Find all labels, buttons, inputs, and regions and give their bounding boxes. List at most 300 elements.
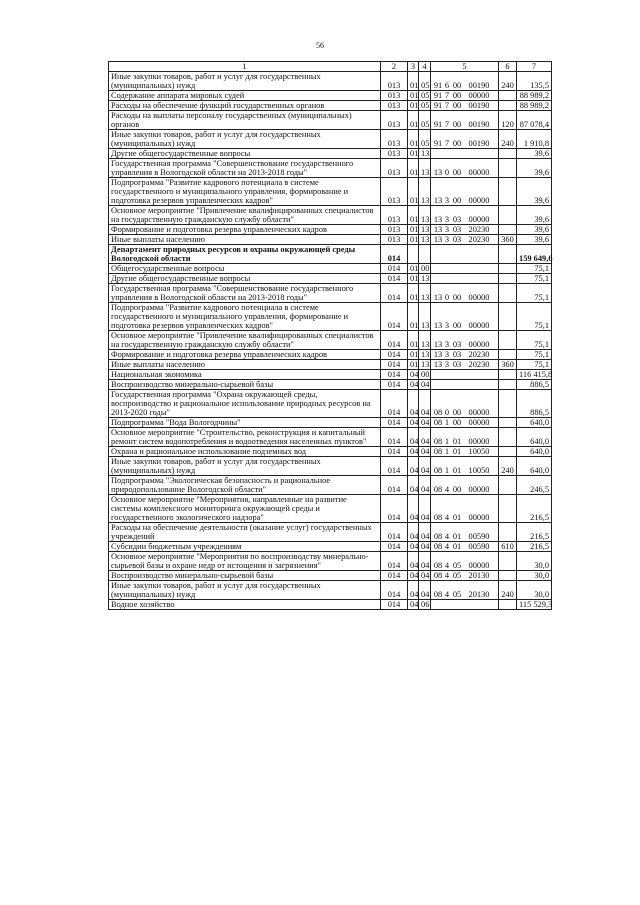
amount-cell: 246,5 (517, 476, 552, 495)
target-article-part: 10050 (468, 466, 490, 475)
code-section-cell: 01 (408, 72, 419, 91)
table-row (109, 571, 552, 581)
target-article-cell (431, 600, 499, 610)
target-article-part: 6 (444, 81, 450, 90)
target-article-cell (431, 130, 499, 149)
code-section-cell: 04 (408, 428, 419, 447)
expense-type-cell (499, 380, 517, 390)
code-section-cell: 01 (408, 274, 419, 284)
row-name-cell: Общегосударственные вопросы (109, 264, 381, 274)
amount-cell: 39,6 (517, 206, 552, 225)
row-name-cell: Основное мероприятие "Мероприятия по воспроизводству минерально-сырьевой базы и охране недр от истощения и загрязнения" (109, 552, 381, 571)
code-subsection-cell: 13 (419, 284, 431, 303)
target-article-part: 00000 (468, 168, 490, 177)
table-row (109, 159, 552, 178)
target-article-cell (431, 542, 499, 552)
target-article-part: 13 (433, 225, 443, 234)
target-article-part: 3 (444, 235, 450, 244)
row-name-cell: Расходы на обеспечение функций государственных органов (109, 101, 381, 111)
target-article-cell (431, 581, 499, 600)
target-article-part: 3 (444, 215, 450, 224)
row-name-cell: Субсидии бюджетным учреждениям (109, 542, 381, 552)
expense-type-cell: 120 (499, 111, 517, 130)
target-article-part: 00 (452, 91, 462, 100)
code-grbs-cell: 014 (381, 360, 408, 370)
table-row (109, 274, 552, 284)
row-name-cell: Формирование и подготовка резерва управленческих кадров (109, 350, 381, 360)
code-subsection-cell: 04 (419, 457, 431, 476)
expense-type-cell (499, 600, 517, 610)
row-name-cell: Водное хозяйство (109, 600, 381, 610)
target-article-part: 20230 (468, 360, 490, 369)
target-article-part: 08 (433, 447, 443, 456)
code-grbs-cell: 014 (381, 428, 408, 447)
target-article-part: 4 (444, 571, 450, 580)
table-row (109, 495, 552, 523)
code-grbs-cell: 013 (381, 178, 408, 206)
table-row (109, 418, 552, 428)
column-header: 2 (381, 62, 408, 72)
code-grbs-cell: 013 (381, 72, 408, 91)
target-article-part: 7 (444, 101, 450, 110)
target-article-part: 00590 (468, 542, 490, 551)
code-subsection-cell: 00 (419, 370, 431, 380)
page-number: 56 (316, 41, 324, 50)
code-grbs-cell: 013 (381, 206, 408, 225)
column-header: 4 (419, 62, 431, 72)
target-article-part: 20130 (468, 571, 490, 580)
target-article-part: 00000 (468, 293, 490, 302)
amount-cell: 75,1 (517, 350, 552, 360)
code-section-cell: 04 (408, 581, 419, 600)
code-grbs-cell: 014 (381, 571, 408, 581)
table-row (109, 111, 552, 130)
target-article-part: 00 (452, 485, 462, 494)
code-subsection-cell: 04 (419, 428, 431, 447)
code-grbs-cell: 013 (381, 149, 408, 159)
amount-cell: 30,0 (517, 552, 552, 571)
target-article-part: 08 (433, 418, 443, 427)
table-row (109, 206, 552, 225)
target-article-part: 00 (452, 321, 462, 330)
code-grbs-cell: 014 (381, 476, 408, 495)
row-name-cell: Государственная программа "Совершенствование государственного управления в Вологодской области на 2013-2018 годы" (109, 284, 381, 303)
column-header: 3 (408, 62, 419, 72)
target-article-cell (431, 235, 499, 245)
row-name-cell: Воспроизводство минерально-сырьевой базы (109, 571, 381, 581)
code-section-cell: 01 (408, 159, 419, 178)
expense-type-cell: 360 (499, 235, 517, 245)
code-subsection-cell: 04 (419, 542, 431, 552)
expense-type-cell (499, 428, 517, 447)
code-grbs-cell: 014 (381, 457, 408, 476)
code-subsection-cell: 13 (419, 274, 431, 284)
expense-type-cell (499, 274, 517, 284)
code-section-cell: 04 (408, 418, 419, 428)
amount-cell: 39,6 (517, 149, 552, 159)
table-row (109, 523, 552, 542)
code-grbs-cell: 014 (381, 264, 408, 274)
target-article-part: 01 (452, 532, 462, 541)
expense-type-cell (499, 91, 517, 101)
target-article-part: 00 (452, 168, 462, 177)
target-article-part: 13 (433, 350, 443, 359)
target-article-part: 08 (433, 466, 443, 475)
code-grbs-cell: 014 (381, 390, 408, 418)
code-subsection-cell: 04 (419, 380, 431, 390)
column-header: 5 (431, 62, 499, 72)
amount-cell: 886,5 (517, 390, 552, 418)
table-row (109, 91, 552, 101)
code-subsection-cell: 04 (419, 523, 431, 542)
code-section-cell: 01 (408, 225, 419, 235)
code-section-cell: 01 (408, 264, 419, 274)
target-article-cell (431, 495, 499, 523)
target-article-part: 13 (433, 235, 443, 244)
target-article-part: 00190 (468, 120, 490, 129)
target-article-part: 00190 (468, 81, 490, 90)
code-subsection-cell: 13 (419, 159, 431, 178)
target-article-cell (431, 552, 499, 571)
amount-cell: 75,1 (517, 284, 552, 303)
target-article-part: 13 (433, 293, 443, 302)
code-grbs-cell: 014 (381, 447, 408, 457)
target-article-part: 13 (433, 340, 443, 349)
expense-type-cell (499, 178, 517, 206)
table-row (109, 284, 552, 303)
target-article-part: 00190 (468, 101, 490, 110)
code-subsection-cell: 13 (419, 360, 431, 370)
target-article-part: 1 (444, 466, 450, 475)
expense-type-cell (499, 476, 517, 495)
expense-type-cell (499, 206, 517, 225)
target-article-cell (431, 447, 499, 457)
amount-cell: 75,1 (517, 274, 552, 284)
code-grbs-cell: 014 (381, 418, 408, 428)
target-article-part: 08 (433, 571, 443, 580)
code-subsection-cell: 13 (419, 331, 431, 350)
expense-type-cell: 240 (499, 457, 517, 476)
target-article-part: 7 (444, 91, 450, 100)
target-article-part: 00 (452, 120, 462, 129)
amount-cell: 640,0 (517, 418, 552, 428)
code-subsection-cell: 13 (419, 235, 431, 245)
row-name-cell: Основное мероприятие "Привлечение квалифицированных специалистов на государственную гражданскую службу области" (109, 331, 381, 350)
amount-cell: 886,5 (517, 380, 552, 390)
target-article-cell (431, 418, 499, 428)
target-article-part: 7 (444, 120, 450, 129)
target-article-cell (431, 303, 499, 331)
target-article-part: 01 (452, 447, 462, 456)
target-article-cell (431, 390, 499, 418)
code-section-cell: 01 (408, 101, 419, 111)
target-article-part: 7 (444, 139, 450, 148)
target-article-part: 01 (452, 513, 462, 522)
target-article-part: 03 (452, 350, 462, 359)
target-article-part: 00190 (468, 139, 490, 148)
code-section-cell: 01 (408, 235, 419, 245)
amount-cell: 640,0 (517, 428, 552, 447)
code-section-cell: 01 (408, 350, 419, 360)
target-article-part: 01 (452, 466, 462, 475)
row-name-cell: Иные закупки товаров, работ и услуг для государственных (муниципальных) нужд (109, 72, 381, 91)
target-article-part: 00 (452, 408, 462, 417)
table-row (109, 225, 552, 235)
target-article-part: 05 (452, 561, 462, 570)
target-article-part: 20230 (468, 235, 490, 244)
expense-type-cell (499, 245, 517, 264)
target-article-part: 3 (444, 360, 450, 369)
expense-type-cell (499, 225, 517, 235)
target-article-cell (431, 206, 499, 225)
amount-cell: 115 529,3 (517, 600, 552, 610)
code-section-cell: 01 (408, 178, 419, 206)
target-article-cell (431, 245, 499, 264)
code-grbs-cell: 014 (381, 370, 408, 380)
row-name-cell: Расходы на обеспечение деятельности (оказание услуг) государственных учреждений (109, 523, 381, 542)
code-grbs-cell: 013 (381, 235, 408, 245)
code-subsection-cell: 13 (419, 350, 431, 360)
code-subsection-cell: 06 (419, 600, 431, 610)
row-name-cell: Иные выплаты населению (109, 235, 381, 245)
row-name-cell: Подпрограмма "Развитие кадрового потенциала в системе государственного и муниципального управления, формирование и подготовка резервов управленческих кадров" (109, 178, 381, 206)
row-name-cell: Основное мероприятие "Мероприятия, направленные на развитие системы комплексного мониторинга окружающей среды и государственного экологического надзора" (109, 495, 381, 523)
column-header: 7 (517, 62, 552, 72)
table-row (109, 72, 552, 91)
table-row (109, 447, 552, 457)
target-article-part: 08 (433, 590, 443, 599)
amount-cell: 87 078,4 (517, 111, 552, 130)
row-name-cell: Иные закупки товаров, работ и услуг для государственных (муниципальных) нужд (109, 457, 381, 476)
code-subsection-cell: 05 (419, 101, 431, 111)
target-article-part: 08 (433, 513, 443, 522)
code-section-cell (408, 245, 419, 264)
table-row (109, 476, 552, 495)
code-subsection-cell: 05 (419, 91, 431, 101)
amount-cell: 39,6 (517, 159, 552, 178)
table-row (109, 101, 552, 111)
row-name-cell: Подпрограмма "Экологическая безопасность и рациональное природопользование Вологодской области" (109, 476, 381, 495)
expense-type-cell (499, 447, 517, 457)
target-article-part: 4 (444, 542, 450, 551)
code-section-cell: 04 (408, 370, 419, 380)
code-grbs-cell: 014 (381, 523, 408, 542)
expense-type-cell: 240 (499, 581, 517, 600)
target-article-cell (431, 523, 499, 542)
table-row (109, 428, 552, 447)
target-article-cell (431, 264, 499, 274)
target-article-part: 4 (444, 532, 450, 541)
target-article-part: 00000 (468, 91, 490, 100)
target-article-cell (431, 225, 499, 235)
expense-type-cell (499, 284, 517, 303)
target-article-part: 3 (444, 340, 450, 349)
amount-cell: 640,0 (517, 457, 552, 476)
table-row (109, 331, 552, 350)
expense-type-cell (499, 370, 517, 380)
table-row (109, 178, 552, 206)
amount-cell: 88 989,2 (517, 101, 552, 111)
target-article-part: 01 (452, 437, 462, 446)
row-name-cell: Иные выплаты населению (109, 360, 381, 370)
expense-type-cell (499, 264, 517, 274)
code-grbs-cell: 014 (381, 542, 408, 552)
code-section-cell: 01 (408, 206, 419, 225)
code-section-cell: 01 (408, 331, 419, 350)
code-subsection-cell: 05 (419, 111, 431, 130)
code-subsection-cell: 13 (419, 206, 431, 225)
target-article-part: 1 (444, 418, 450, 427)
target-article-cell (431, 360, 499, 370)
target-article-part: 00 (452, 81, 462, 90)
target-article-part: 13 (433, 168, 443, 177)
row-name-cell: Иные закупки товаров, работ и услуг для государственных (муниципальных) нужд (109, 130, 381, 149)
code-subsection-cell: 04 (419, 476, 431, 495)
code-subsection-cell: 13 (419, 225, 431, 235)
target-article-part: 00 (452, 101, 462, 110)
row-name-cell: Подпрограмма "Вода Вологодчины" (109, 418, 381, 428)
table-row (109, 457, 552, 476)
code-section-cell: 04 (408, 542, 419, 552)
target-article-cell (431, 571, 499, 581)
code-section-cell: 04 (408, 552, 419, 571)
target-article-part: 13 (433, 196, 443, 205)
amount-cell: 39,6 (517, 225, 552, 235)
code-grbs-cell: 013 (381, 111, 408, 130)
target-article-part: 4 (444, 561, 450, 570)
target-article-part: 91 (433, 81, 443, 90)
target-article-part: 3 (444, 321, 450, 330)
row-name-cell: Государственная программа "Совершенствование государственного управления в Вологодской области на 2013-2018 годы" (109, 159, 381, 178)
expense-type-cell (499, 159, 517, 178)
row-name-cell: Подпрограмма "Развитие кадрового потенциала в системе государственного и муниципального управления, формирование и подготовка резервов управленческих кадров" (109, 303, 381, 331)
target-article-part: 05 (452, 571, 462, 580)
row-name-cell: Другие общегосударственные вопросы (109, 149, 381, 159)
code-section-cell: 01 (408, 111, 419, 130)
table-row (109, 149, 552, 159)
table-row (109, 581, 552, 600)
code-grbs-cell: 014 (381, 495, 408, 523)
amount-cell: 640,0 (517, 447, 552, 457)
expense-type-cell (499, 552, 517, 571)
code-grbs-cell: 014 (381, 552, 408, 571)
code-subsection-cell (419, 245, 431, 264)
code-section-cell: 04 (408, 447, 419, 457)
target-article-part: 91 (433, 120, 443, 129)
code-section-cell: 04 (408, 495, 419, 523)
code-grbs-cell: 013 (381, 225, 408, 235)
row-name-cell: Основное мероприятие "Строительство, реконструкция и капитальный ремонт систем водопотребления и водоотведения населенных пунктов" (109, 428, 381, 447)
target-article-part: 03 (452, 215, 462, 224)
target-article-part: 0 (444, 408, 450, 417)
code-section-cell: 01 (408, 91, 419, 101)
expense-type-cell: 240 (499, 72, 517, 91)
target-article-part: 13 (433, 321, 443, 330)
amount-cell: 116 415,8 (517, 370, 552, 380)
table-row (109, 245, 552, 264)
table-row (109, 370, 552, 380)
table-body (109, 72, 552, 610)
code-subsection-cell: 04 (419, 571, 431, 581)
table-row (109, 303, 552, 331)
row-name-cell: Национальная экономика (109, 370, 381, 380)
expense-type-cell (499, 331, 517, 350)
table-row (109, 360, 552, 370)
amount-cell: 30,0 (517, 571, 552, 581)
amount-cell: 75,1 (517, 360, 552, 370)
target-article-cell (431, 159, 499, 178)
table-header-row (109, 62, 552, 72)
target-article-part: 00000 (468, 215, 490, 224)
table-row (109, 552, 552, 571)
amount-cell: 1 910,8 (517, 130, 552, 149)
code-section-cell: 04 (408, 571, 419, 581)
row-name-cell: Другие общегосударственные вопросы (109, 274, 381, 284)
target-article-part: 00590 (468, 532, 490, 541)
expense-type-cell (499, 149, 517, 159)
expense-type-cell (499, 495, 517, 523)
target-article-part: 20130 (468, 590, 490, 599)
code-subsection-cell: 04 (419, 581, 431, 600)
row-name-cell: Формирование и подготовка резерва управленческих кадров (109, 225, 381, 235)
target-article-part: 1 (444, 437, 450, 446)
target-article-part: 00000 (468, 513, 490, 522)
code-section-cell: 04 (408, 390, 419, 418)
code-subsection-cell: 04 (419, 390, 431, 418)
code-subsection-cell: 04 (419, 418, 431, 428)
table-row (109, 235, 552, 245)
target-article-part: 10050 (468, 447, 490, 456)
code-section-cell: 01 (408, 303, 419, 331)
expense-type-cell (499, 390, 517, 418)
expense-type-cell (499, 101, 517, 111)
table-row (109, 380, 552, 390)
table-row (109, 542, 552, 552)
target-article-part: 03 (452, 360, 462, 369)
target-article-part: 08 (433, 561, 443, 570)
code-subsection-cell: 04 (419, 552, 431, 571)
amount-cell: 135,5 (517, 72, 552, 91)
code-grbs-cell: 013 (381, 91, 408, 101)
code-section-cell: 04 (408, 457, 419, 476)
target-article-part: 91 (433, 91, 443, 100)
expense-type-cell: 360 (499, 360, 517, 370)
target-article-part: 03 (452, 340, 462, 349)
budget-table (108, 61, 552, 610)
code-section-cell: 01 (408, 130, 419, 149)
code-subsection-cell: 05 (419, 72, 431, 91)
target-article-part: 4 (444, 513, 450, 522)
row-name-cell: Иные закупки товаров, работ и услуг для государственных (муниципальных) нужд (109, 581, 381, 600)
target-article-part: 08 (433, 485, 443, 494)
target-article-part: 3 (444, 350, 450, 359)
amount-cell: 216,5 (517, 523, 552, 542)
code-subsection-cell: 13 (419, 178, 431, 206)
expense-type-cell (499, 418, 517, 428)
amount-cell: 216,5 (517, 542, 552, 552)
expense-type-cell: 240 (499, 130, 517, 149)
target-article-part: 00000 (468, 340, 490, 349)
target-article-part: 08 (433, 542, 443, 551)
expense-type-cell: 610 (499, 542, 517, 552)
code-grbs-cell: 014 (381, 274, 408, 284)
expense-type-cell (499, 523, 517, 542)
code-grbs-cell: 014 (381, 600, 408, 610)
amount-cell: 75,1 (517, 331, 552, 350)
target-article-part: 00 (452, 418, 462, 427)
target-article-cell (431, 284, 499, 303)
code-section-cell: 04 (408, 476, 419, 495)
